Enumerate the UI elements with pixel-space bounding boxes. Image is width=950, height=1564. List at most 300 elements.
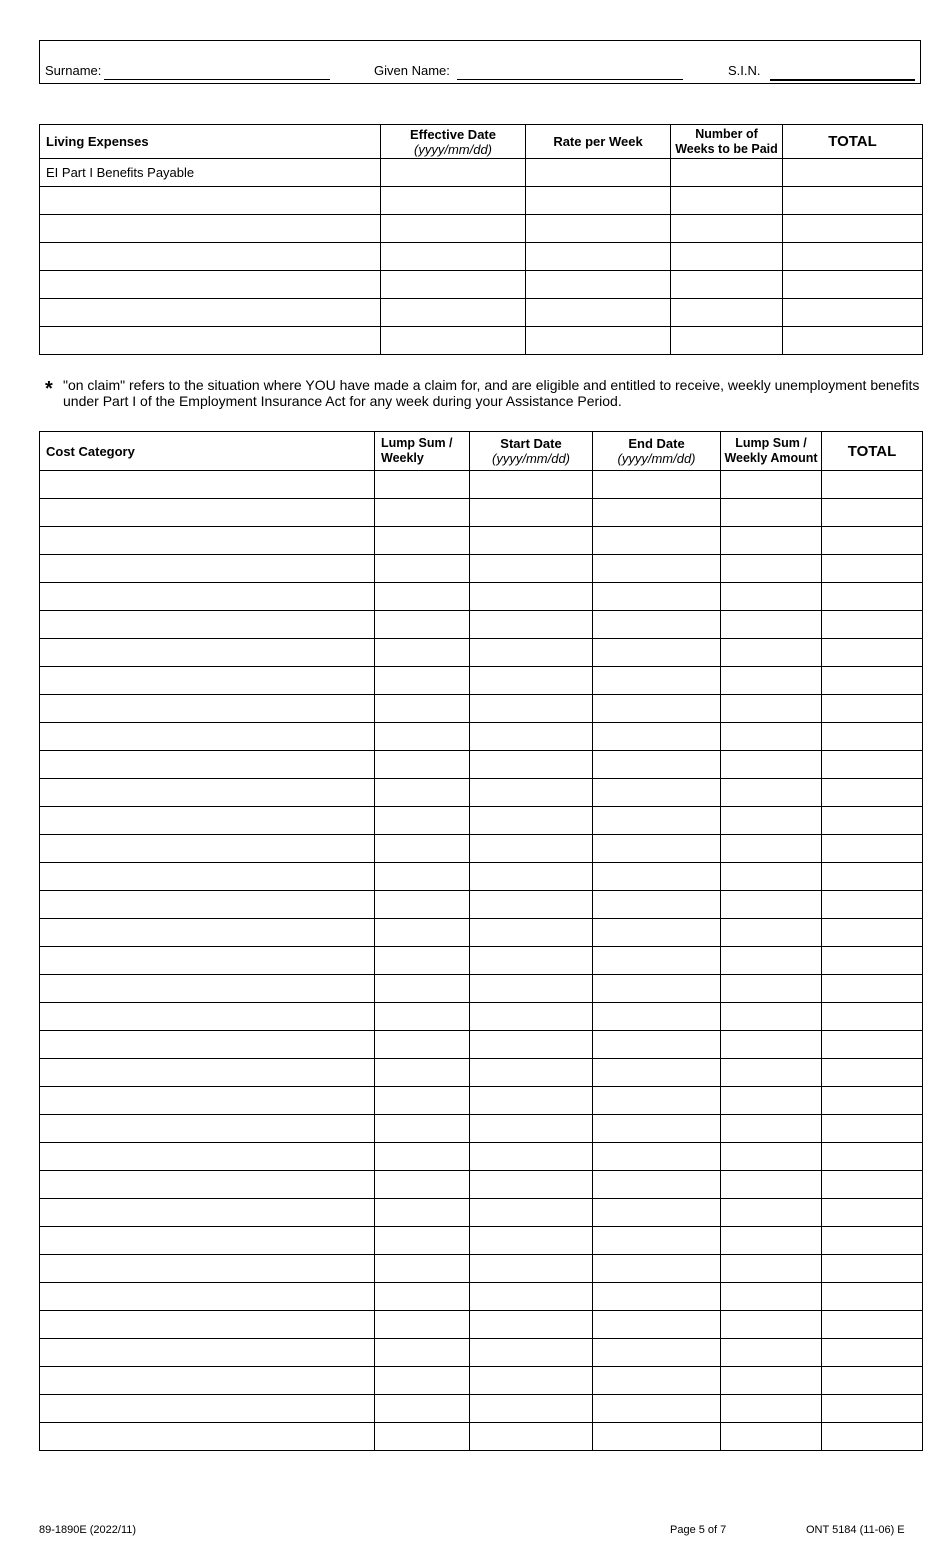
cost-category-table bbox=[39, 431, 923, 1451]
cost-cell[interactable] bbox=[375, 1115, 470, 1143]
cost-cell[interactable] bbox=[822, 1087, 923, 1115]
cost-cell[interactable] bbox=[593, 695, 721, 723]
cost-cell[interactable] bbox=[721, 471, 822, 499]
cost-row bbox=[40, 1199, 923, 1227]
cost-cell[interactable] bbox=[721, 751, 822, 779]
cost-cell[interactable] bbox=[593, 527, 721, 555]
cost-cell[interactable] bbox=[40, 1087, 375, 1115]
cost-cell[interactable] bbox=[470, 611, 593, 639]
cost-cell[interactable] bbox=[470, 639, 593, 667]
cost-cell[interactable] bbox=[593, 1423, 721, 1451]
cost-cell[interactable] bbox=[40, 863, 375, 891]
cost-cell[interactable] bbox=[822, 499, 923, 527]
cost-cell[interactable] bbox=[40, 835, 375, 863]
cost-cell[interactable] bbox=[40, 1059, 375, 1087]
cost-cell[interactable] bbox=[375, 1087, 470, 1115]
weeks-header-line1: Number of bbox=[695, 126, 758, 141]
cost-row bbox=[40, 1395, 923, 1423]
cost-cell[interactable] bbox=[593, 1283, 721, 1311]
cost-row bbox=[40, 1283, 923, 1311]
cost-cell[interactable] bbox=[375, 1059, 470, 1087]
cost-row bbox=[40, 835, 923, 863]
cost-cell[interactable] bbox=[375, 891, 470, 919]
living-expense-cell[interactable] bbox=[526, 187, 671, 215]
cost-category-header: Cost Category bbox=[40, 432, 375, 471]
cost-cell[interactable] bbox=[593, 1339, 721, 1367]
cost-cell[interactable] bbox=[822, 835, 923, 863]
cost-cell[interactable] bbox=[822, 695, 923, 723]
cost-cell[interactable] bbox=[593, 779, 721, 807]
cost-cell[interactable] bbox=[470, 863, 593, 891]
cost-cell[interactable] bbox=[593, 1171, 721, 1199]
cost-cell[interactable] bbox=[470, 1367, 593, 1395]
cost-cell[interactable] bbox=[822, 919, 923, 947]
living-expenses-table bbox=[39, 124, 923, 355]
cost-cell[interactable] bbox=[822, 1115, 923, 1143]
cost-row bbox=[40, 611, 923, 639]
cost-row bbox=[40, 1003, 923, 1031]
cost-cell[interactable] bbox=[822, 751, 923, 779]
living-expenses-header-row bbox=[40, 125, 923, 159]
cost-cell[interactable] bbox=[470, 947, 593, 975]
cost-cell[interactable] bbox=[822, 807, 923, 835]
cost-cell[interactable] bbox=[822, 1031, 923, 1059]
cost-cell[interactable] bbox=[721, 639, 822, 667]
cost-cell[interactable] bbox=[470, 527, 593, 555]
identification-box bbox=[39, 40, 921, 84]
cost-cell[interactable] bbox=[593, 1255, 721, 1283]
cost-cell[interactable] bbox=[721, 1143, 822, 1171]
living-expense-cell[interactable] bbox=[526, 159, 671, 187]
cost-cell[interactable] bbox=[822, 1059, 923, 1087]
cost-cell[interactable] bbox=[822, 975, 923, 1003]
living-expense-cell[interactable] bbox=[526, 215, 671, 243]
cost-cell[interactable] bbox=[593, 1311, 721, 1339]
cost-cell[interactable] bbox=[822, 863, 923, 891]
cost-cell[interactable] bbox=[721, 863, 822, 891]
lump-header-line2: Weekly bbox=[381, 451, 424, 465]
cost-row bbox=[40, 583, 923, 611]
cost-cell[interactable] bbox=[375, 975, 470, 1003]
cost-cell[interactable] bbox=[375, 499, 470, 527]
cost-cell[interactable] bbox=[822, 667, 923, 695]
cost-cell[interactable] bbox=[375, 527, 470, 555]
cost-cell[interactable] bbox=[375, 555, 470, 583]
cost-cell[interactable] bbox=[721, 919, 822, 947]
cost-cell[interactable] bbox=[40, 1003, 375, 1031]
cost-cell[interactable] bbox=[40, 947, 375, 975]
cost-cell[interactable] bbox=[721, 807, 822, 835]
cost-cell[interactable] bbox=[721, 1255, 822, 1283]
living-expense-cell[interactable] bbox=[671, 215, 783, 243]
cost-row bbox=[40, 1227, 923, 1255]
cost-cell[interactable] bbox=[721, 1171, 822, 1199]
cost-row bbox=[40, 555, 923, 583]
cost-cell[interactable] bbox=[375, 779, 470, 807]
cost-cell[interactable] bbox=[40, 555, 375, 583]
cost-cell[interactable] bbox=[593, 611, 721, 639]
cost-cell[interactable] bbox=[822, 527, 923, 555]
cost-cell[interactable] bbox=[40, 611, 375, 639]
cost-cell[interactable] bbox=[40, 1395, 375, 1423]
living-expense-cell[interactable] bbox=[783, 159, 923, 187]
cost-cell[interactable] bbox=[470, 751, 593, 779]
cost-cell[interactable] bbox=[470, 1115, 593, 1143]
cost-cell[interactable] bbox=[40, 1227, 375, 1255]
cost-cell[interactable] bbox=[822, 723, 923, 751]
living-expense-cell[interactable] bbox=[381, 243, 526, 271]
cost-cell[interactable] bbox=[375, 1171, 470, 1199]
end-date-header bbox=[593, 432, 721, 471]
cost-cell[interactable] bbox=[375, 1031, 470, 1059]
cost-cell[interactable] bbox=[822, 1395, 923, 1423]
cost-cell[interactable] bbox=[40, 891, 375, 919]
living-expense-category-cell[interactable] bbox=[40, 299, 381, 327]
cost-cell[interactable] bbox=[470, 1283, 593, 1311]
cost-cell[interactable] bbox=[822, 1003, 923, 1031]
cost-cell[interactable] bbox=[822, 1339, 923, 1367]
cost-cell[interactable] bbox=[721, 1395, 822, 1423]
cost-cell[interactable] bbox=[721, 779, 822, 807]
cost-cell[interactable] bbox=[593, 723, 721, 751]
cost-cell[interactable] bbox=[40, 975, 375, 1003]
cost-cell[interactable] bbox=[593, 583, 721, 611]
cost-cell[interactable] bbox=[721, 527, 822, 555]
living-expense-row bbox=[40, 243, 923, 271]
cost-cell[interactable] bbox=[470, 975, 593, 1003]
cost-cell[interactable] bbox=[470, 919, 593, 947]
living-expense-cell[interactable] bbox=[381, 215, 526, 243]
ont-code: ONT 5184 (11-06) E bbox=[806, 1524, 905, 1536]
cost-cell[interactable] bbox=[593, 1395, 721, 1423]
cost-cell[interactable] bbox=[822, 1171, 923, 1199]
start-date-label: Start Date bbox=[500, 436, 562, 451]
cost-cell[interactable] bbox=[822, 555, 923, 583]
cost-cell[interactable] bbox=[721, 1339, 822, 1367]
cost-row bbox=[40, 919, 923, 947]
cost-cell[interactable] bbox=[822, 1227, 923, 1255]
cost-cell[interactable] bbox=[40, 1311, 375, 1339]
cost-cell[interactable] bbox=[593, 555, 721, 583]
cost-cell[interactable] bbox=[721, 499, 822, 527]
cost-cell[interactable] bbox=[593, 667, 721, 695]
cost-cell[interactable] bbox=[470, 695, 593, 723]
cost-cell[interactable] bbox=[470, 723, 593, 751]
cost-cell[interactable] bbox=[721, 835, 822, 863]
cost-cell[interactable] bbox=[375, 1283, 470, 1311]
cost-cell[interactable] bbox=[375, 583, 470, 611]
cost-cell[interactable] bbox=[470, 1199, 593, 1227]
cost-row bbox=[40, 1339, 923, 1367]
cost-cell[interactable] bbox=[470, 891, 593, 919]
cost-cell[interactable] bbox=[721, 1031, 822, 1059]
cost-cell[interactable] bbox=[40, 807, 375, 835]
cost-cell[interactable] bbox=[593, 1199, 721, 1227]
cost-row bbox=[40, 779, 923, 807]
cost-cell[interactable] bbox=[593, 891, 721, 919]
living-expense-row bbox=[40, 299, 923, 327]
cost-cell[interactable] bbox=[470, 583, 593, 611]
cost-cell[interactable] bbox=[470, 667, 593, 695]
cost-cell[interactable] bbox=[470, 499, 593, 527]
living-expense-cell[interactable] bbox=[671, 327, 783, 355]
living-expense-cell[interactable] bbox=[783, 327, 923, 355]
cost-cell[interactable] bbox=[470, 779, 593, 807]
cost-cell[interactable] bbox=[40, 1283, 375, 1311]
cost-cell[interactable] bbox=[375, 751, 470, 779]
cost-cell[interactable] bbox=[593, 863, 721, 891]
cost-row bbox=[40, 639, 923, 667]
cost-cell[interactable] bbox=[593, 639, 721, 667]
cost-cell[interactable] bbox=[470, 1087, 593, 1115]
living-expense-cell[interactable] bbox=[783, 187, 923, 215]
cost-row bbox=[40, 751, 923, 779]
cost-cell[interactable] bbox=[593, 1143, 721, 1171]
cost-cell[interactable] bbox=[40, 499, 375, 527]
cost-cell[interactable] bbox=[375, 1199, 470, 1227]
end-date-label: End Date bbox=[628, 436, 685, 451]
living-expense-category-cell[interactable] bbox=[40, 327, 381, 355]
living-expense-cell[interactable] bbox=[381, 299, 526, 327]
cost-cell[interactable] bbox=[822, 779, 923, 807]
cost-cell[interactable] bbox=[470, 555, 593, 583]
living-expense-category-cell[interactable] bbox=[40, 243, 381, 271]
cost-row bbox=[40, 471, 923, 499]
living-expense-cell[interactable] bbox=[526, 271, 671, 299]
cost-cell[interactable] bbox=[593, 1367, 721, 1395]
cost-cell[interactable] bbox=[375, 639, 470, 667]
cost-cell[interactable] bbox=[593, 1087, 721, 1115]
cost-row bbox=[40, 947, 923, 975]
cost-cell[interactable] bbox=[40, 639, 375, 667]
cost-cell[interactable] bbox=[40, 1199, 375, 1227]
cost-cell[interactable] bbox=[40, 1115, 375, 1143]
cost-cell[interactable] bbox=[721, 583, 822, 611]
cost-cell[interactable] bbox=[40, 1423, 375, 1451]
cost-cell[interactable] bbox=[375, 1395, 470, 1423]
cost-cell[interactable] bbox=[470, 1003, 593, 1031]
cost-cell[interactable] bbox=[375, 863, 470, 891]
cost-cell[interactable] bbox=[40, 1171, 375, 1199]
cost-cell[interactable] bbox=[470, 1339, 593, 1367]
cost-row bbox=[40, 891, 923, 919]
cost-cell[interactable] bbox=[40, 751, 375, 779]
cost-cell[interactable] bbox=[470, 1031, 593, 1059]
cost-cell[interactable] bbox=[375, 667, 470, 695]
cost-cell[interactable] bbox=[375, 1339, 470, 1367]
cost-cell[interactable] bbox=[721, 975, 822, 1003]
living-expense-cell[interactable] bbox=[783, 271, 923, 299]
living-expense-cell[interactable] bbox=[783, 243, 923, 271]
cost-cell[interactable] bbox=[470, 1423, 593, 1451]
cost-cell[interactable] bbox=[375, 471, 470, 499]
given-name-input[interactable] bbox=[457, 79, 683, 80]
cost-cell[interactable] bbox=[593, 835, 721, 863]
start-date-format: (yyyy/mm/dd) bbox=[492, 451, 570, 466]
cost-cell[interactable] bbox=[822, 1199, 923, 1227]
cost-cell[interactable] bbox=[822, 639, 923, 667]
cost-cell[interactable] bbox=[721, 1003, 822, 1031]
living-total-header: TOTAL bbox=[783, 125, 923, 159]
cost-cell[interactable] bbox=[470, 471, 593, 499]
living-expense-cell[interactable] bbox=[783, 299, 923, 327]
living-expense-cell[interactable] bbox=[671, 187, 783, 215]
living-expense-cell[interactable] bbox=[671, 243, 783, 271]
cost-row bbox=[40, 1311, 923, 1339]
cost-cell[interactable] bbox=[593, 1031, 721, 1059]
living-expense-cell[interactable] bbox=[526, 327, 671, 355]
cost-row bbox=[40, 1367, 923, 1395]
cost-cell[interactable] bbox=[721, 891, 822, 919]
living-expense-cell[interactable] bbox=[381, 159, 526, 187]
cost-cell[interactable] bbox=[822, 583, 923, 611]
cost-cell[interactable] bbox=[40, 1031, 375, 1059]
cost-cell[interactable] bbox=[721, 723, 822, 751]
cost-cell[interactable] bbox=[470, 807, 593, 835]
cost-cell[interactable] bbox=[375, 1003, 470, 1031]
cost-cell[interactable] bbox=[375, 947, 470, 975]
cost-cell[interactable] bbox=[40, 1339, 375, 1367]
cost-row bbox=[40, 667, 923, 695]
cost-cell[interactable] bbox=[470, 1395, 593, 1423]
living-expense-cell[interactable] bbox=[526, 243, 671, 271]
cost-cell[interactable] bbox=[40, 779, 375, 807]
cost-cell[interactable] bbox=[721, 1367, 822, 1395]
surname-label: Surname: bbox=[45, 63, 102, 78]
cost-row bbox=[40, 723, 923, 751]
lump-header-line1: Lump Sum / bbox=[381, 436, 453, 450]
living-expense-cell[interactable] bbox=[381, 187, 526, 215]
cost-cell[interactable] bbox=[40, 583, 375, 611]
living-expense-row bbox=[40, 187, 923, 215]
cost-cell[interactable] bbox=[721, 695, 822, 723]
cost-cell[interactable] bbox=[470, 1255, 593, 1283]
cost-cell[interactable] bbox=[375, 919, 470, 947]
cost-cell[interactable] bbox=[822, 1255, 923, 1283]
cost-total-header: TOTAL bbox=[822, 432, 923, 471]
cost-cell[interactable] bbox=[593, 807, 721, 835]
cost-cell[interactable] bbox=[40, 919, 375, 947]
living-expense-cell[interactable] bbox=[526, 299, 671, 327]
cost-cell[interactable] bbox=[593, 1059, 721, 1087]
living-expense-row bbox=[40, 215, 923, 243]
cost-cell[interactable] bbox=[470, 835, 593, 863]
cost-cell[interactable] bbox=[721, 947, 822, 975]
cost-cell[interactable] bbox=[822, 471, 923, 499]
cost-cell[interactable] bbox=[40, 1367, 375, 1395]
living-expense-cell[interactable] bbox=[671, 159, 783, 187]
cost-cell[interactable] bbox=[40, 527, 375, 555]
cost-cell[interactable] bbox=[822, 947, 923, 975]
cost-cell[interactable] bbox=[470, 1059, 593, 1087]
living-expense-category-cell[interactable] bbox=[40, 187, 381, 215]
living-expense-category-cell[interactable]: EI Part I Benefits Payable bbox=[40, 159, 381, 187]
cost-cell[interactable] bbox=[593, 1003, 721, 1031]
cost-cell[interactable] bbox=[40, 471, 375, 499]
cost-row bbox=[40, 1031, 923, 1059]
living-expense-cell[interactable] bbox=[671, 299, 783, 327]
cost-cell[interactable] bbox=[721, 555, 822, 583]
cost-cell[interactable] bbox=[40, 667, 375, 695]
start-date-header bbox=[470, 432, 593, 471]
cost-cell[interactable] bbox=[40, 723, 375, 751]
cost-cell[interactable] bbox=[721, 1087, 822, 1115]
cost-cell[interactable] bbox=[822, 891, 923, 919]
rate-per-week-header: Rate per Week bbox=[526, 125, 671, 159]
cost-cell[interactable] bbox=[470, 1143, 593, 1171]
cost-cell[interactable] bbox=[375, 1423, 470, 1451]
lump-sum-weekly-header bbox=[375, 432, 470, 471]
living-expense-category-cell[interactable] bbox=[40, 271, 381, 299]
cost-cell[interactable] bbox=[593, 751, 721, 779]
cost-cell[interactable] bbox=[375, 723, 470, 751]
cost-cell[interactable] bbox=[721, 1115, 822, 1143]
cost-cell[interactable] bbox=[375, 1143, 470, 1171]
cost-cell[interactable] bbox=[721, 1311, 822, 1339]
cost-cell[interactable] bbox=[822, 1367, 923, 1395]
cost-cell[interactable] bbox=[375, 1255, 470, 1283]
sin-input[interactable] bbox=[770, 79, 915, 81]
cost-cell[interactable] bbox=[375, 1311, 470, 1339]
living-expense-cell[interactable] bbox=[381, 271, 526, 299]
cost-cell[interactable] bbox=[593, 499, 721, 527]
cost-cell[interactable] bbox=[822, 1311, 923, 1339]
effective-date-header bbox=[381, 125, 526, 159]
cost-cell[interactable] bbox=[375, 695, 470, 723]
cost-cell[interactable] bbox=[822, 1423, 923, 1451]
cost-cell[interactable] bbox=[721, 1423, 822, 1451]
cost-cell[interactable] bbox=[721, 1283, 822, 1311]
surname-input[interactable] bbox=[104, 79, 330, 80]
cost-row bbox=[40, 975, 923, 1003]
cost-cell[interactable] bbox=[470, 1311, 593, 1339]
living-expense-cell[interactable] bbox=[783, 215, 923, 243]
cost-cell[interactable] bbox=[721, 611, 822, 639]
cost-cell[interactable] bbox=[822, 1143, 923, 1171]
living-expense-cell[interactable] bbox=[671, 271, 783, 299]
cost-cell[interactable] bbox=[470, 1171, 593, 1199]
cost-cell[interactable] bbox=[721, 1199, 822, 1227]
cost-cell[interactable] bbox=[593, 471, 721, 499]
cost-cell[interactable] bbox=[470, 1227, 593, 1255]
living-expense-cell[interactable] bbox=[381, 327, 526, 355]
cost-cell[interactable] bbox=[375, 835, 470, 863]
cost-cell[interactable] bbox=[40, 1143, 375, 1171]
cost-cell[interactable] bbox=[593, 947, 721, 975]
cost-cell[interactable] bbox=[721, 1227, 822, 1255]
cost-cell[interactable] bbox=[593, 1227, 721, 1255]
cost-cell[interactable] bbox=[375, 611, 470, 639]
cost-cell[interactable] bbox=[375, 807, 470, 835]
given-name-label: Given Name: bbox=[374, 63, 450, 78]
cost-cell[interactable] bbox=[721, 1059, 822, 1087]
cost-cell[interactable] bbox=[375, 1367, 470, 1395]
cost-cell[interactable] bbox=[375, 1227, 470, 1255]
cost-cell[interactable] bbox=[40, 1255, 375, 1283]
cost-cell[interactable] bbox=[822, 611, 923, 639]
cost-cell[interactable] bbox=[593, 919, 721, 947]
cost-cell[interactable] bbox=[593, 1115, 721, 1143]
cost-row bbox=[40, 1255, 923, 1283]
end-date-format: (yyyy/mm/dd) bbox=[617, 451, 696, 466]
cost-cell[interactable] bbox=[593, 975, 721, 1003]
cost-cell[interactable] bbox=[822, 1283, 923, 1311]
cost-row bbox=[40, 1143, 923, 1171]
cost-row bbox=[40, 807, 923, 835]
cost-cell[interactable] bbox=[40, 695, 375, 723]
living-expense-category-cell[interactable] bbox=[40, 215, 381, 243]
cost-cell[interactable] bbox=[721, 667, 822, 695]
